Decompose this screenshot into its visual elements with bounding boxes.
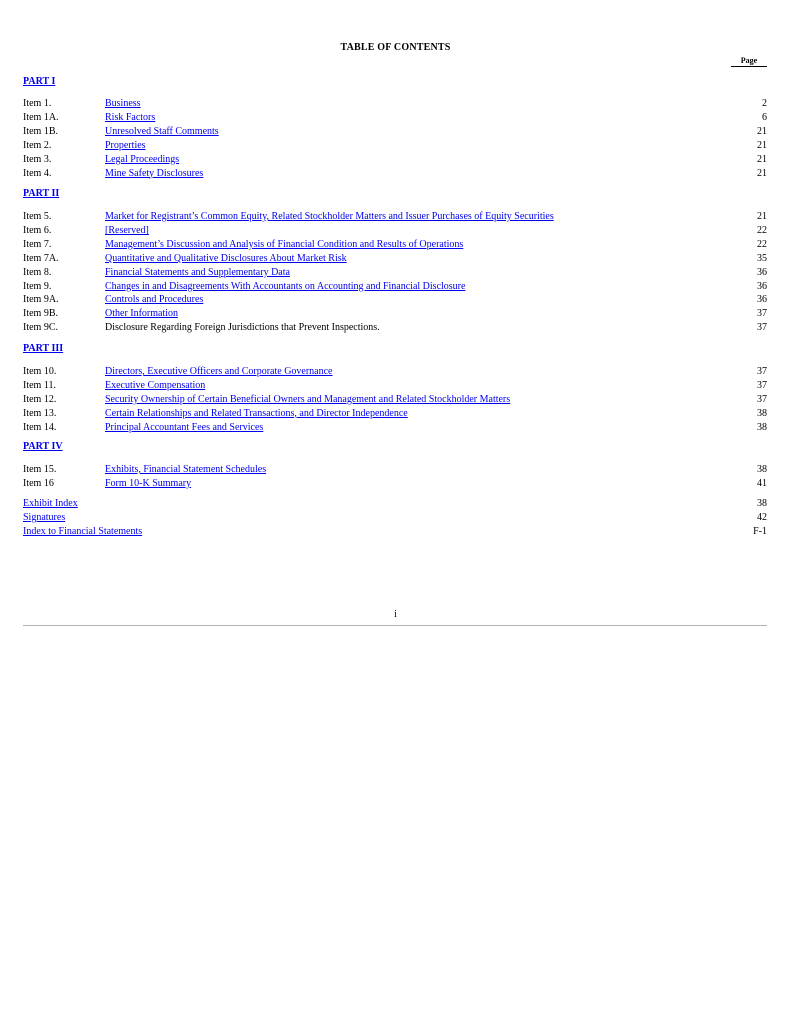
page-ref: F-1 — [753, 526, 767, 537]
toc-row — [23, 238, 767, 251]
part-heading-link[interactable]: PART II — [23, 188, 60, 199]
page-ref: 22 — [757, 224, 767, 236]
item-number: Item 13. — [23, 407, 57, 419]
page-ref: 6 — [762, 111, 767, 123]
section-link[interactable]: Index to Financial Statements — [23, 526, 143, 537]
item-number: Item 7A. — [23, 252, 59, 264]
page-ref: 37 — [757, 366, 767, 377]
section-link[interactable]: Quantitative and Qualitative Disclosures About Market Risk — [105, 252, 347, 264]
toc-row — [23, 280, 767, 293]
page-ref: 38 — [757, 498, 767, 509]
page-ref: 21 — [757, 125, 767, 137]
item-number: Item 16 — [23, 477, 54, 489]
item-number: Item 1A. — [23, 111, 59, 123]
toc-row — [23, 167, 767, 180]
toc-row — [23, 153, 767, 166]
toc-row — [23, 407, 767, 420]
section-link[interactable]: Controls and Procedures — [105, 294, 204, 306]
part-heading-link[interactable]: PART III — [23, 343, 64, 354]
section-link[interactable]: Signatures — [23, 512, 66, 523]
section-title: Disclosure Regarding Foreign Jurisdictions that Prevent Inspections. — [105, 322, 380, 334]
page-ref: 38 — [757, 407, 767, 419]
page-ref: 42 — [757, 512, 767, 523]
part-heading-link[interactable]: PART IV — [23, 441, 63, 452]
section-link[interactable]: Unresolved Staff Comments — [105, 125, 219, 137]
page-ref: 38 — [757, 464, 767, 475]
toc-title: TABLE OF CONTENTS — [340, 42, 451, 53]
section-link[interactable]: Financial Statements and Supplementary Data — [105, 266, 290, 278]
section-link[interactable]: Principal Accountant Fees and Services — [105, 421, 264, 433]
toc-row — [23, 210, 767, 223]
toc-row — [23, 379, 767, 392]
item-number: Item 4. — [23, 167, 52, 179]
page-ref: 37 — [757, 308, 767, 320]
toc-row — [23, 321, 767, 334]
section-link[interactable]: Directors, Executive Officers and Corporate Governance — [105, 366, 333, 377]
page-ref: 38 — [757, 421, 767, 433]
section-link[interactable]: Security Ownership of Certain Beneficial Owners and Management and Related Stockholder Matters — [105, 393, 511, 405]
page-ref: 2 — [762, 98, 767, 109]
item-number: Item 9B. — [23, 308, 58, 320]
toc-row — [23, 224, 767, 237]
item-number: Item 2. — [23, 139, 52, 151]
toc-row — [23, 511, 767, 524]
section-link[interactable]: Form 10-K Summary — [105, 477, 192, 489]
section-link[interactable]: Management’s Discussion and Analysis of Financial Condition and Results of Operations — [105, 238, 464, 250]
toc-row — [23, 365, 767, 378]
item-number: Item 6. — [23, 224, 52, 236]
section-link[interactable]: Legal Proceedings — [105, 153, 180, 165]
item-number: Item 9A. — [23, 294, 59, 306]
section-link[interactable]: Other Information — [105, 308, 179, 320]
page-ref: 35 — [757, 252, 767, 264]
toc-row — [23, 525, 767, 538]
section-link[interactable]: [Reserved] — [105, 224, 149, 236]
footer-divider — [23, 625, 767, 626]
page-column-header: Page — [731, 56, 767, 67]
item-number: Item 8. — [23, 266, 52, 278]
item-number: Item 7. — [23, 238, 52, 250]
item-number: Item 15. — [23, 464, 57, 475]
toc-row — [23, 252, 767, 265]
toc-row — [23, 97, 767, 110]
toc-row — [23, 463, 767, 476]
page-number: i — [394, 609, 397, 620]
part-heading-link[interactable]: PART I — [23, 76, 56, 87]
toc-row — [23, 125, 767, 138]
toc-row — [23, 293, 767, 306]
section-link[interactable]: Risk Factors — [105, 111, 156, 123]
toc-row — [23, 393, 767, 406]
page-ref: 21 — [757, 153, 767, 165]
page-ref: 36 — [757, 280, 767, 292]
page-ref: 37 — [757, 393, 767, 405]
page-ref: 37 — [757, 379, 767, 391]
section-link[interactable]: Properties — [105, 139, 146, 151]
item-number: Item 11. — [23, 379, 56, 391]
item-number: Item 10. — [23, 366, 57, 377]
item-number: Item 9. — [23, 280, 52, 292]
toc-row — [23, 139, 767, 152]
toc-row — [23, 111, 767, 124]
item-number: Item 14. — [23, 421, 57, 433]
section-link[interactable]: Certain Relationships and Related Transactions, and Director Independence — [105, 407, 408, 419]
section-link[interactable]: Executive Compensation — [105, 379, 206, 391]
toc-row — [23, 477, 767, 490]
page-ref: 21 — [757, 167, 767, 179]
item-number: Item 12. — [23, 393, 57, 405]
page-ref: 21 — [757, 211, 767, 222]
page-ref: 21 — [757, 139, 767, 151]
section-link[interactable]: Business — [105, 98, 141, 109]
toc-row — [23, 421, 767, 434]
section-link[interactable]: Mine Safety Disclosures — [105, 167, 204, 179]
section-link[interactable]: Exhibit Index — [23, 498, 78, 509]
toc-row — [23, 266, 767, 279]
toc-row — [23, 497, 767, 510]
page-ref: 36 — [757, 266, 767, 278]
page-ref: 36 — [757, 294, 767, 306]
page-ref: 41 — [757, 477, 767, 489]
toc-row — [23, 307, 767, 320]
item-number: Item 1B. — [23, 125, 58, 137]
section-link[interactable]: Market for Registrant’s Common Equity, Related Stockholder Matters and Issuer Purchases of Equity Securities — [105, 211, 554, 222]
page-ref: 22 — [757, 238, 767, 250]
page-ref: 37 — [757, 322, 767, 334]
item-number: Item 5. — [23, 211, 52, 222]
section-link[interactable]: Changes in and Disagreements With Accountants on Accounting and Financial Disclosure — [105, 280, 466, 292]
item-number: Item 1. — [23, 98, 52, 109]
item-number: Item 3. — [23, 153, 52, 165]
item-number: Item 9C. — [23, 322, 58, 334]
section-link[interactable]: Exhibits, Financial Statement Schedules — [105, 464, 267, 475]
